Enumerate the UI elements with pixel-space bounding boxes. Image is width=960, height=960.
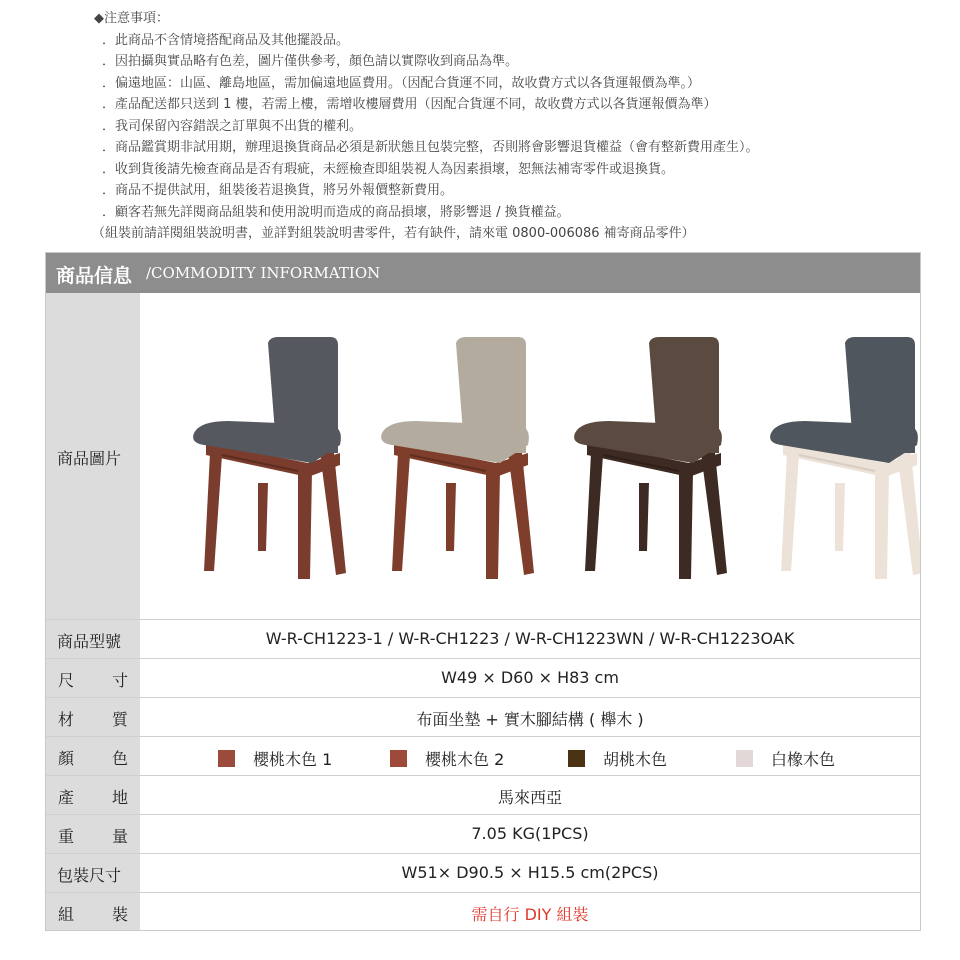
origin-value: 馬來西亞	[497, 788, 562, 807]
size-value-cell	[140, 659, 920, 697]
color-option	[568, 747, 667, 770]
notice-item: ．商品鑑賞期非試用期，辦理退換貨商品必須是新狀態且包裝完整，否則將會影響退貨權益（會有整新費用產生）。	[102, 140, 759, 155]
color-swatch	[568, 750, 585, 767]
material-label-char: 材	[58, 710, 75, 729]
chair-cherry-1-image	[193, 337, 346, 579]
material-value-cell	[140, 698, 920, 736]
color-value-cell	[140, 737, 920, 775]
package-label: 包裝尺寸	[57, 866, 122, 885]
color-label-cell	[46, 737, 140, 775]
header-title: 商品信息	[56, 265, 133, 287]
weight-label	[46, 824, 140, 847]
notice-item: ．產品配送都只送到 1 樓，若需上樓，需增收樓層費用（因配合貨運不同，故收費方式以各貨運報價為準）	[102, 97, 717, 112]
origin-label-cell	[46, 776, 140, 814]
origin-label-char: 產	[58, 788, 75, 807]
color-swatch	[736, 750, 753, 767]
material-label-cell	[46, 698, 140, 736]
notice-section	[92, 8, 912, 245]
notice-item: ．我司保留內容錯誤之訂單與不出貨的權利。	[102, 118, 363, 134]
notice-item: ．此商品不含情境搭配商品及其他擺設品。	[102, 32, 350, 48]
package-label-cell	[46, 854, 140, 892]
color-option-name: 白橡木色	[771, 750, 836, 769]
assembly-label-cell	[46, 893, 140, 930]
color-swatch	[218, 750, 235, 767]
material-label	[46, 707, 140, 730]
material-value: 布面坐墊 + 實木腳結構 ( 櫸木 )	[416, 710, 644, 729]
assembly-label-char: 組	[58, 905, 75, 924]
color-option	[390, 747, 504, 770]
assembly-label-char: 裝	[111, 905, 128, 924]
model-label: 商品型號	[57, 632, 122, 651]
material-label-char: 質	[111, 710, 128, 729]
package-value-cell	[140, 854, 920, 892]
weight-label-char: 重	[58, 827, 75, 846]
color-swatch	[390, 750, 407, 767]
color-label-char: 色	[111, 749, 128, 768]
weight-label-char: 量	[111, 827, 128, 846]
color-option-name: 胡桃木色	[603, 750, 668, 769]
notice-item: ．商品不提供試用，組裝後若退換貨，將另外報價整新費用。	[102, 183, 454, 198]
notice-item: ．偏遠地區：山區、離島地區，需加偏遠地區費用。（因配合貨運不同，故收費方式以各貨運報價為準。）	[102, 75, 701, 91]
size-label-char: 尺	[58, 671, 75, 690]
assembly-label	[46, 902, 140, 925]
model-value-cell	[140, 620, 920, 658]
photo-label-cell	[46, 293, 140, 619]
notice-item: ．因拍攝與實品略有色差，圖片僅供參考，顏色請以實際收到商品為準。	[102, 54, 519, 69]
color-option	[736, 747, 835, 770]
model-value: W-R-CH1223-1 / W-R-CH1223 / W-R-CH1223WN / W-R-CH1223OAK	[265, 629, 795, 648]
origin-value-cell	[140, 776, 920, 814]
weight-value-cell	[140, 815, 920, 853]
color-label-char: 顏	[58, 749, 75, 768]
color-option-name: 櫻桃木色 1	[253, 750, 333, 769]
color-label	[46, 746, 140, 769]
package-value: W51× D90.5 × H15.5 cm(2PCS)	[401, 863, 659, 882]
table-header	[46, 253, 920, 293]
header-subtitle: /COMMODITY INFORMATION	[146, 264, 381, 282]
assembly-value-cell	[140, 893, 920, 930]
model-label-cell	[46, 620, 140, 658]
color-option	[218, 747, 332, 770]
notice-title: ◆注意事項：	[94, 11, 169, 26]
assembly-value: 需自行 DIY 組裝	[471, 905, 589, 924]
size-value: W49 × D60 × H83 cm	[441, 668, 619, 687]
notice-footer: （組裝前請詳閱組裝說明書，並詳對組裝說明書零件，若有缺件，請來電 0800-006086 補寄商品零件）	[92, 226, 695, 241]
weight-label-cell	[46, 815, 140, 853]
size-label-cell	[46, 659, 140, 697]
weight-value: 7.05 KG(1PCS)	[471, 824, 589, 843]
photo-label: 商品圖片	[57, 449, 122, 468]
chair-cherry-2-image	[381, 337, 534, 579]
chair-walnut-image	[574, 337, 727, 579]
size-label	[46, 668, 140, 691]
chair-white-oak-image	[770, 337, 920, 579]
origin-label	[46, 785, 140, 808]
commodity-info-table	[45, 252, 921, 931]
origin-label-char: 地	[111, 788, 128, 807]
color-option-name: 櫻桃木色 2	[425, 750, 505, 769]
size-label-char: 寸	[111, 671, 128, 690]
chairs-photo	[140, 293, 920, 619]
notice-item: ．收到貨後請先檢查商品是否有瑕疵，未經檢查即組裝視人為因素損壞，恕無法補寄零件或退換貨。	[102, 161, 675, 177]
notice-item: ．顧客若無先詳閱商品組裝和使用說明而造成的商品損壞，將影響退 / 換貨權益。	[102, 204, 570, 220]
